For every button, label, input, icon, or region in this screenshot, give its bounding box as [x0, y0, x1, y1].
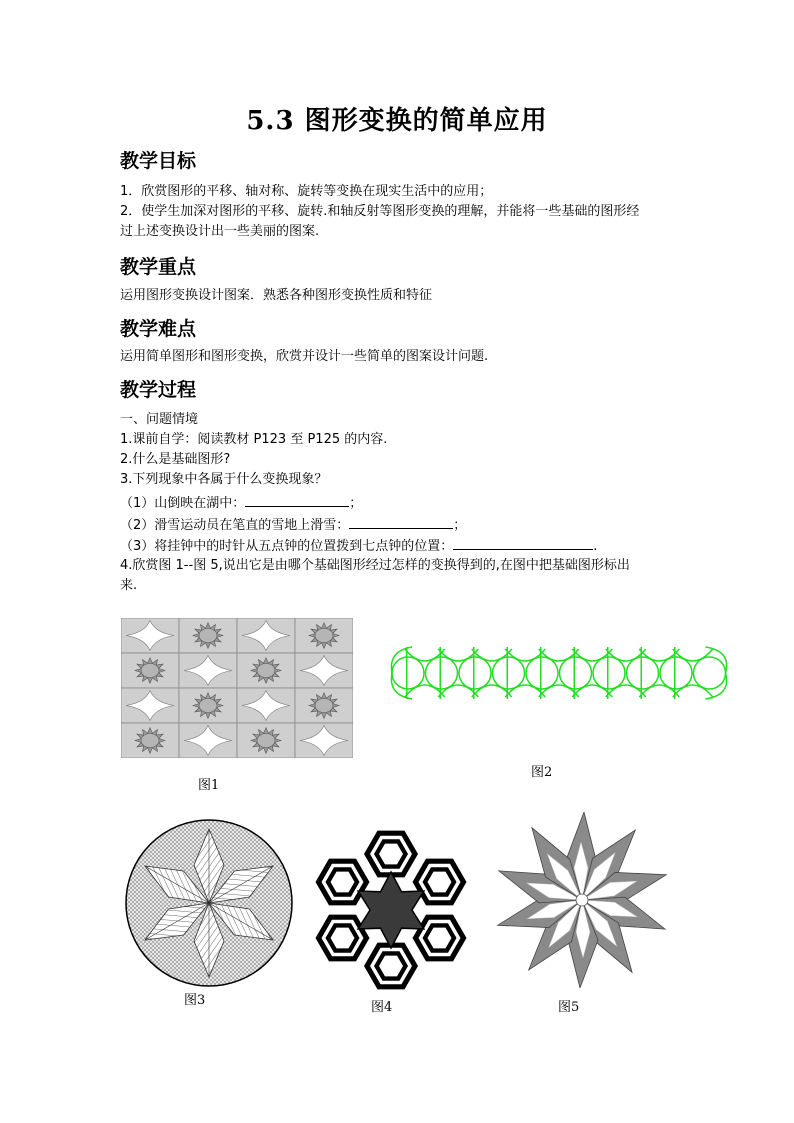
process-item-4a: 4.欣赏图 1--图 5,说出它是由哪个基础图形经过怎样的变换得到的,在图中把基础图形标出 [120, 558, 630, 573]
figure-2-caption: 图2 [531, 765, 553, 780]
question-2-text: （2）滑雪运动员在笔直的雪地上滑雪： [120, 518, 350, 533]
objective-line-2: 2．使学生加深对图形的平移、旋转.和轴反射等图形变换的理解，并能将一些基础的图形经 [120, 204, 640, 219]
key-points-line-1: 运用图形变换设计图案．熟悉各种图形变换性质和特征 [120, 288, 433, 303]
process-item-2: 2.什么是基础图形? [120, 452, 231, 467]
question-2-end: ； [453, 518, 467, 533]
page-title: 5.3 图形变换的简单应用 [246, 106, 548, 136]
figure-2-chain-border [388, 643, 738, 703]
question-1-text: （1）山倒映在湖中： [120, 496, 246, 511]
question-3-end: . [593, 539, 598, 554]
process-item-4b: 来. [120, 578, 138, 593]
process-sub-1: 一、问题情境 [120, 412, 199, 427]
figure-3-caption: 图3 [184, 993, 206, 1008]
figure-4-hexagon-star [300, 826, 482, 992]
heading-process: 教学过程 [120, 379, 197, 401]
process-item-3: 3.下列现象中各属于什么变换现象？ [120, 472, 328, 487]
question-1 [120, 492, 362, 514]
heading-objectives: 教学目标 [120, 150, 197, 172]
answer-blank-3[interactable] [453, 535, 593, 550]
question-3 [120, 535, 597, 557]
question-2 [120, 514, 466, 536]
question-1-end: ； [349, 496, 363, 511]
process-item-1: 1.课前自学：阅读教材 P123 至 P125 的内容. [120, 432, 388, 447]
objective-line-1: 1．欣赏图形的平移、轴对称、旋转等变换在现实生活中的应用； [120, 184, 493, 199]
figure-3-rosette [121, 818, 297, 988]
question-3-text: （3）将挂钟中的时针从五点钟的位置拨到七点钟的位置： [120, 539, 454, 554]
difficulties-line-1: 运用简单图形和图形变换，欣赏并设计一些简单的图案设计问题. [120, 349, 489, 364]
figure-5-flower [496, 812, 668, 988]
figure-1-tile-grid [121, 618, 353, 758]
heading-key-points: 教学重点 [120, 256, 197, 278]
answer-blank-1[interactable] [245, 492, 349, 507]
heading-difficulties: 教学难点 [120, 318, 197, 340]
objective-line-3: 过上述变换设计出一些美丽的图案. [120, 224, 320, 239]
figure-1-caption: 图1 [198, 778, 220, 793]
answer-blank-2[interactable] [349, 514, 453, 529]
figure-5-caption: 图5 [558, 1000, 580, 1015]
figure-4-caption: 图4 [371, 1000, 393, 1015]
